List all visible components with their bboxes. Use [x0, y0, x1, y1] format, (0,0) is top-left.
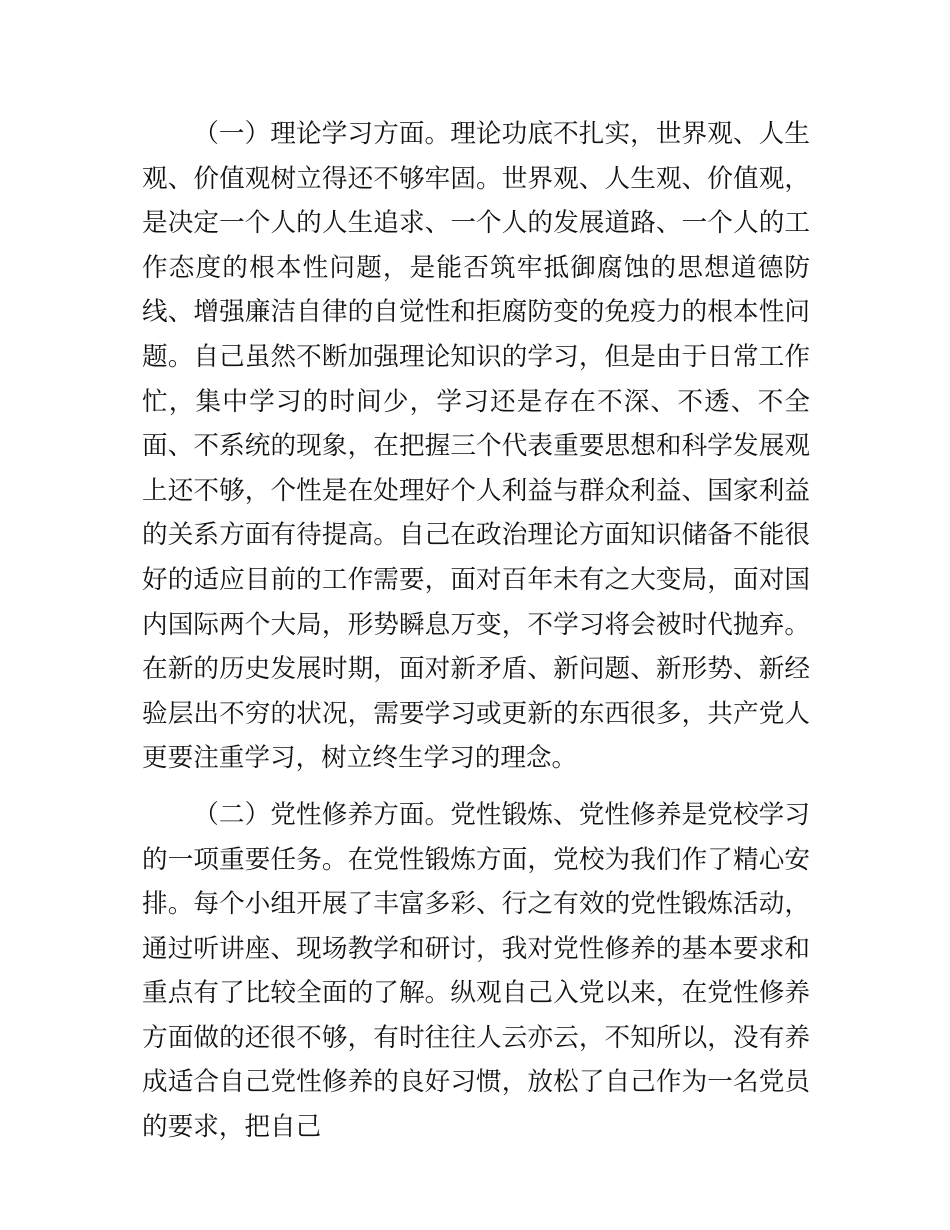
paragraph-theory-study: （一）理论学习方面。理论功底不扎实，世界观、人生观、价值观树立得还不够牢固。世界观、人生观、价值观，是决定一个人的人生追求、一个人的发展道路、一个人的工作态度的根本性问题，是能否筑牢抵御腐蚀的思想道德防线、增强廉洁自律的自觉性和拒腐防变的免疫力的根本性问题。自己虽然不断加强理论知识的学习，但是由于日常工作忙，集中学习的时间少，学习还是存在不深、不透、不全面、不系统的现象，在把握三个代表重要思想和科学发展观上还不够，个性是在处理好个人利益与群众利益、国家利益的关系方面有待提高。自己在政治理论方面知识储备不能很好的适应目前的工作需要，面对百年未有之大变局，面对国内国际两个大局，形势瞬息万变，不学习将会被时代抛弃。在新的历史发展时期，面对新矛盾、新问题、新形势、新经验层出不穷的状况，需要学习或更新的东西很多，共产党人更要注重学习，树立终生学习的理念。: [142, 119, 810, 774]
document-body: [142, 112, 810, 1150]
paragraph-party-spirit: （二）党性修养方面。党性锻炼、党性修养是党校学习的一项重要任务。在党性锻炼方面，党校为我们作了精心安排。每个小组开展了丰富多彩、行之有效的党性锻炼活动，通过听讲座、现场教学和研讨，我对党性修养的基本要求和重点有了比较全面的了解。纵观自己入党以来，在党性修养方面做的还很不够，有时往往人云亦云，不知所以，没有养成适合自己党性修养的良好习惯，放松了自己作为一名党员的要求，把自己: [142, 799, 810, 1143]
